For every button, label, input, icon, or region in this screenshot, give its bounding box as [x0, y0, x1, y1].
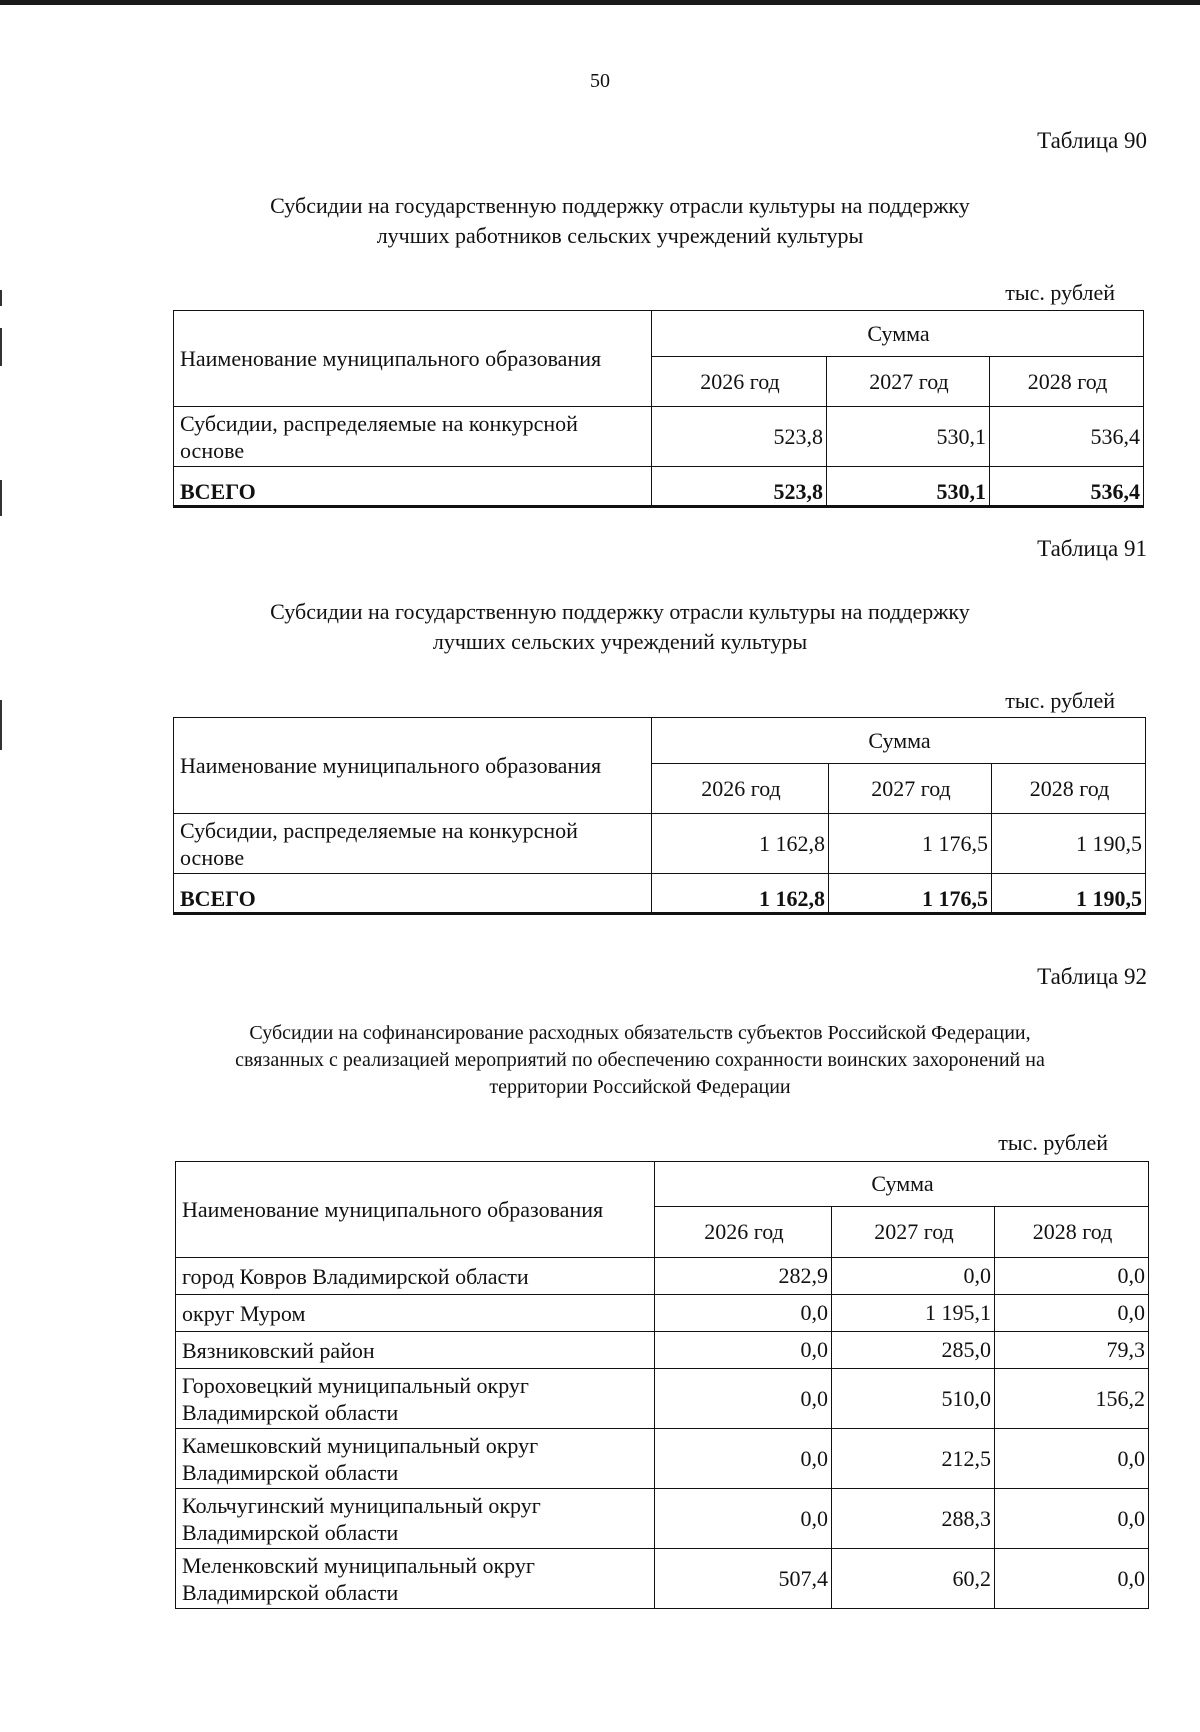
table-row — [176, 1332, 1149, 1369]
row-name: Субсидии, распределяемые на конкурсной основе — [174, 814, 652, 874]
header-sum: Сумма — [652, 718, 1146, 764]
scan-top-edge — [0, 0, 1200, 5]
value-2027: 0,0 — [832, 1258, 995, 1295]
table-row — [176, 1429, 1149, 1489]
value-2027: 1 195,1 — [832, 1295, 995, 1332]
header-name-column: Наименование муниципального образования — [174, 311, 652, 407]
header-sum: Сумма — [655, 1162, 1149, 1207]
table-row — [176, 1295, 1149, 1332]
value-2026: 0,0 — [655, 1489, 832, 1549]
header-year-2027: 2027 год — [829, 764, 992, 814]
row-name — [176, 1489, 655, 1549]
table-92-title-line: связанных с реализацией мероприятий по обеспечению сохранности воинских захоронений на — [235, 1049, 1045, 1071]
table-91 — [173, 717, 1146, 915]
value-2028: 156,2 — [995, 1369, 1149, 1429]
value-2028: 0,0 — [995, 1258, 1149, 1295]
row-name-line: Камешковский муниципальный округ — [182, 1432, 539, 1458]
value-2028: 0,0 — [995, 1429, 1149, 1489]
header-name-column: Наименование муниципального образования — [176, 1162, 655, 1258]
row-name-line: Кольчугинский муниципальный округ — [182, 1492, 541, 1518]
table-91-title — [160, 597, 1080, 657]
table-92-label: Таблица 92 — [1037, 964, 1147, 989]
total-label: ВСЕГО — [174, 874, 652, 914]
row-name: город Ковров Владимирской области — [176, 1258, 655, 1295]
value-2026: 507,4 — [655, 1549, 832, 1609]
total-2028: 536,4 — [990, 467, 1144, 507]
header-year-2028: 2028 год — [995, 1207, 1149, 1258]
scan-margin-mark — [0, 290, 2, 306]
scan-margin-mark — [0, 480, 2, 516]
row-name — [176, 1549, 655, 1609]
table-row — [176, 1549, 1149, 1609]
row-name-line: Владимирской области — [182, 1459, 399, 1485]
scan-margin-mark — [0, 700, 2, 750]
table-91-title-line: Субсидии на государственную поддержку отрасли культуры на поддержку — [270, 599, 970, 624]
table-90-label: Таблица 90 — [1037, 128, 1147, 153]
row-name-line: Владимирской области — [182, 1519, 399, 1545]
table-90-title — [160, 191, 1080, 251]
table-row — [176, 1489, 1149, 1549]
value-2026: 282,9 — [655, 1258, 832, 1295]
table-92-title — [160, 1020, 1120, 1101]
table-90-title-line: лучших работников сельских учреждений культуры — [376, 223, 864, 248]
total-2028: 1 190,5 — [992, 874, 1146, 914]
total-label: ВСЕГО — [174, 467, 652, 507]
value-2028: 1 190,5 — [992, 814, 1146, 874]
header-year-2027: 2027 год — [827, 357, 990, 407]
table-91-unit: тыс. рублей — [1005, 688, 1115, 713]
table-90 — [173, 310, 1144, 508]
header-year-2026: 2026 год — [652, 764, 829, 814]
value-2028: 536,4 — [990, 407, 1144, 467]
value-2026: 0,0 — [655, 1429, 832, 1489]
value-2027: 510,0 — [832, 1369, 995, 1429]
total-2027: 1 176,5 — [829, 874, 992, 914]
value-2028: 0,0 — [995, 1295, 1149, 1332]
row-name: округ Муром — [176, 1295, 655, 1332]
value-2027: 212,5 — [832, 1429, 995, 1489]
header-year-2028: 2028 год — [992, 764, 1146, 814]
row-name-line: Гороховецкий муниципальный округ — [182, 1372, 529, 1398]
value-2026: 1 162,8 — [652, 814, 829, 874]
page-number: 50 — [590, 70, 610, 92]
total-2026: 523,8 — [652, 467, 827, 507]
value-2027: 1 176,5 — [829, 814, 992, 874]
table-row — [176, 1258, 1149, 1295]
table-92-unit: тыс. рублей — [998, 1130, 1108, 1155]
table-row — [174, 814, 1146, 874]
header-sum: Сумма — [652, 311, 1144, 357]
value-2027: 288,3 — [832, 1489, 995, 1549]
value-2026: 0,0 — [655, 1369, 832, 1429]
value-2027: 530,1 — [827, 407, 990, 467]
table-90-unit: тыс. рублей — [1005, 280, 1115, 305]
row-name-line: Владимирской области — [182, 1579, 399, 1605]
header-year-2028: 2028 год — [990, 357, 1144, 407]
table-row — [176, 1369, 1149, 1429]
table-90-title-line: Субсидии на государственную поддержку отрасли культуры на поддержку — [270, 193, 970, 218]
row-name: Вязниковский район — [176, 1332, 655, 1369]
header-year-2026: 2026 год — [655, 1207, 832, 1258]
value-2027: 60,2 — [832, 1549, 995, 1609]
row-name-line: Меленковский муниципальный округ — [182, 1552, 535, 1578]
total-row — [174, 467, 1144, 507]
table-row — [174, 407, 1144, 467]
row-name — [176, 1429, 655, 1489]
value-2026: 0,0 — [655, 1332, 832, 1369]
table-91-title-line: лучших сельских учреждений культуры — [432, 629, 808, 654]
value-2026: 0,0 — [655, 1295, 832, 1332]
value-2028: 79,3 — [995, 1332, 1149, 1369]
row-name-line: Владимирской области — [182, 1399, 399, 1425]
value-2026: 523,8 — [652, 407, 827, 467]
value-2027: 285,0 — [832, 1332, 995, 1369]
total-row — [174, 874, 1146, 914]
value-2028: 0,0 — [995, 1549, 1149, 1609]
table-92-title-line: Субсидии на софинансирование расходных обязательств субъектов Российской Федерации, — [249, 1022, 1031, 1044]
header-year-2027: 2027 год — [832, 1207, 995, 1258]
row-name: Субсидии, распределяемые на конкурсной основе — [174, 407, 652, 467]
row-name — [176, 1369, 655, 1429]
value-2028: 0,0 — [995, 1489, 1149, 1549]
total-2027: 530,1 — [827, 467, 990, 507]
table-91-label: Таблица 91 — [1037, 536, 1147, 561]
table-92 — [175, 1161, 1149, 1609]
header-name-column: Наименование муниципального образования — [174, 718, 652, 814]
table-92-title-line: территории Российской Федерации — [489, 1076, 791, 1098]
scan-margin-mark — [0, 328, 2, 366]
total-2026: 1 162,8 — [652, 874, 829, 914]
header-year-2026: 2026 год — [652, 357, 827, 407]
